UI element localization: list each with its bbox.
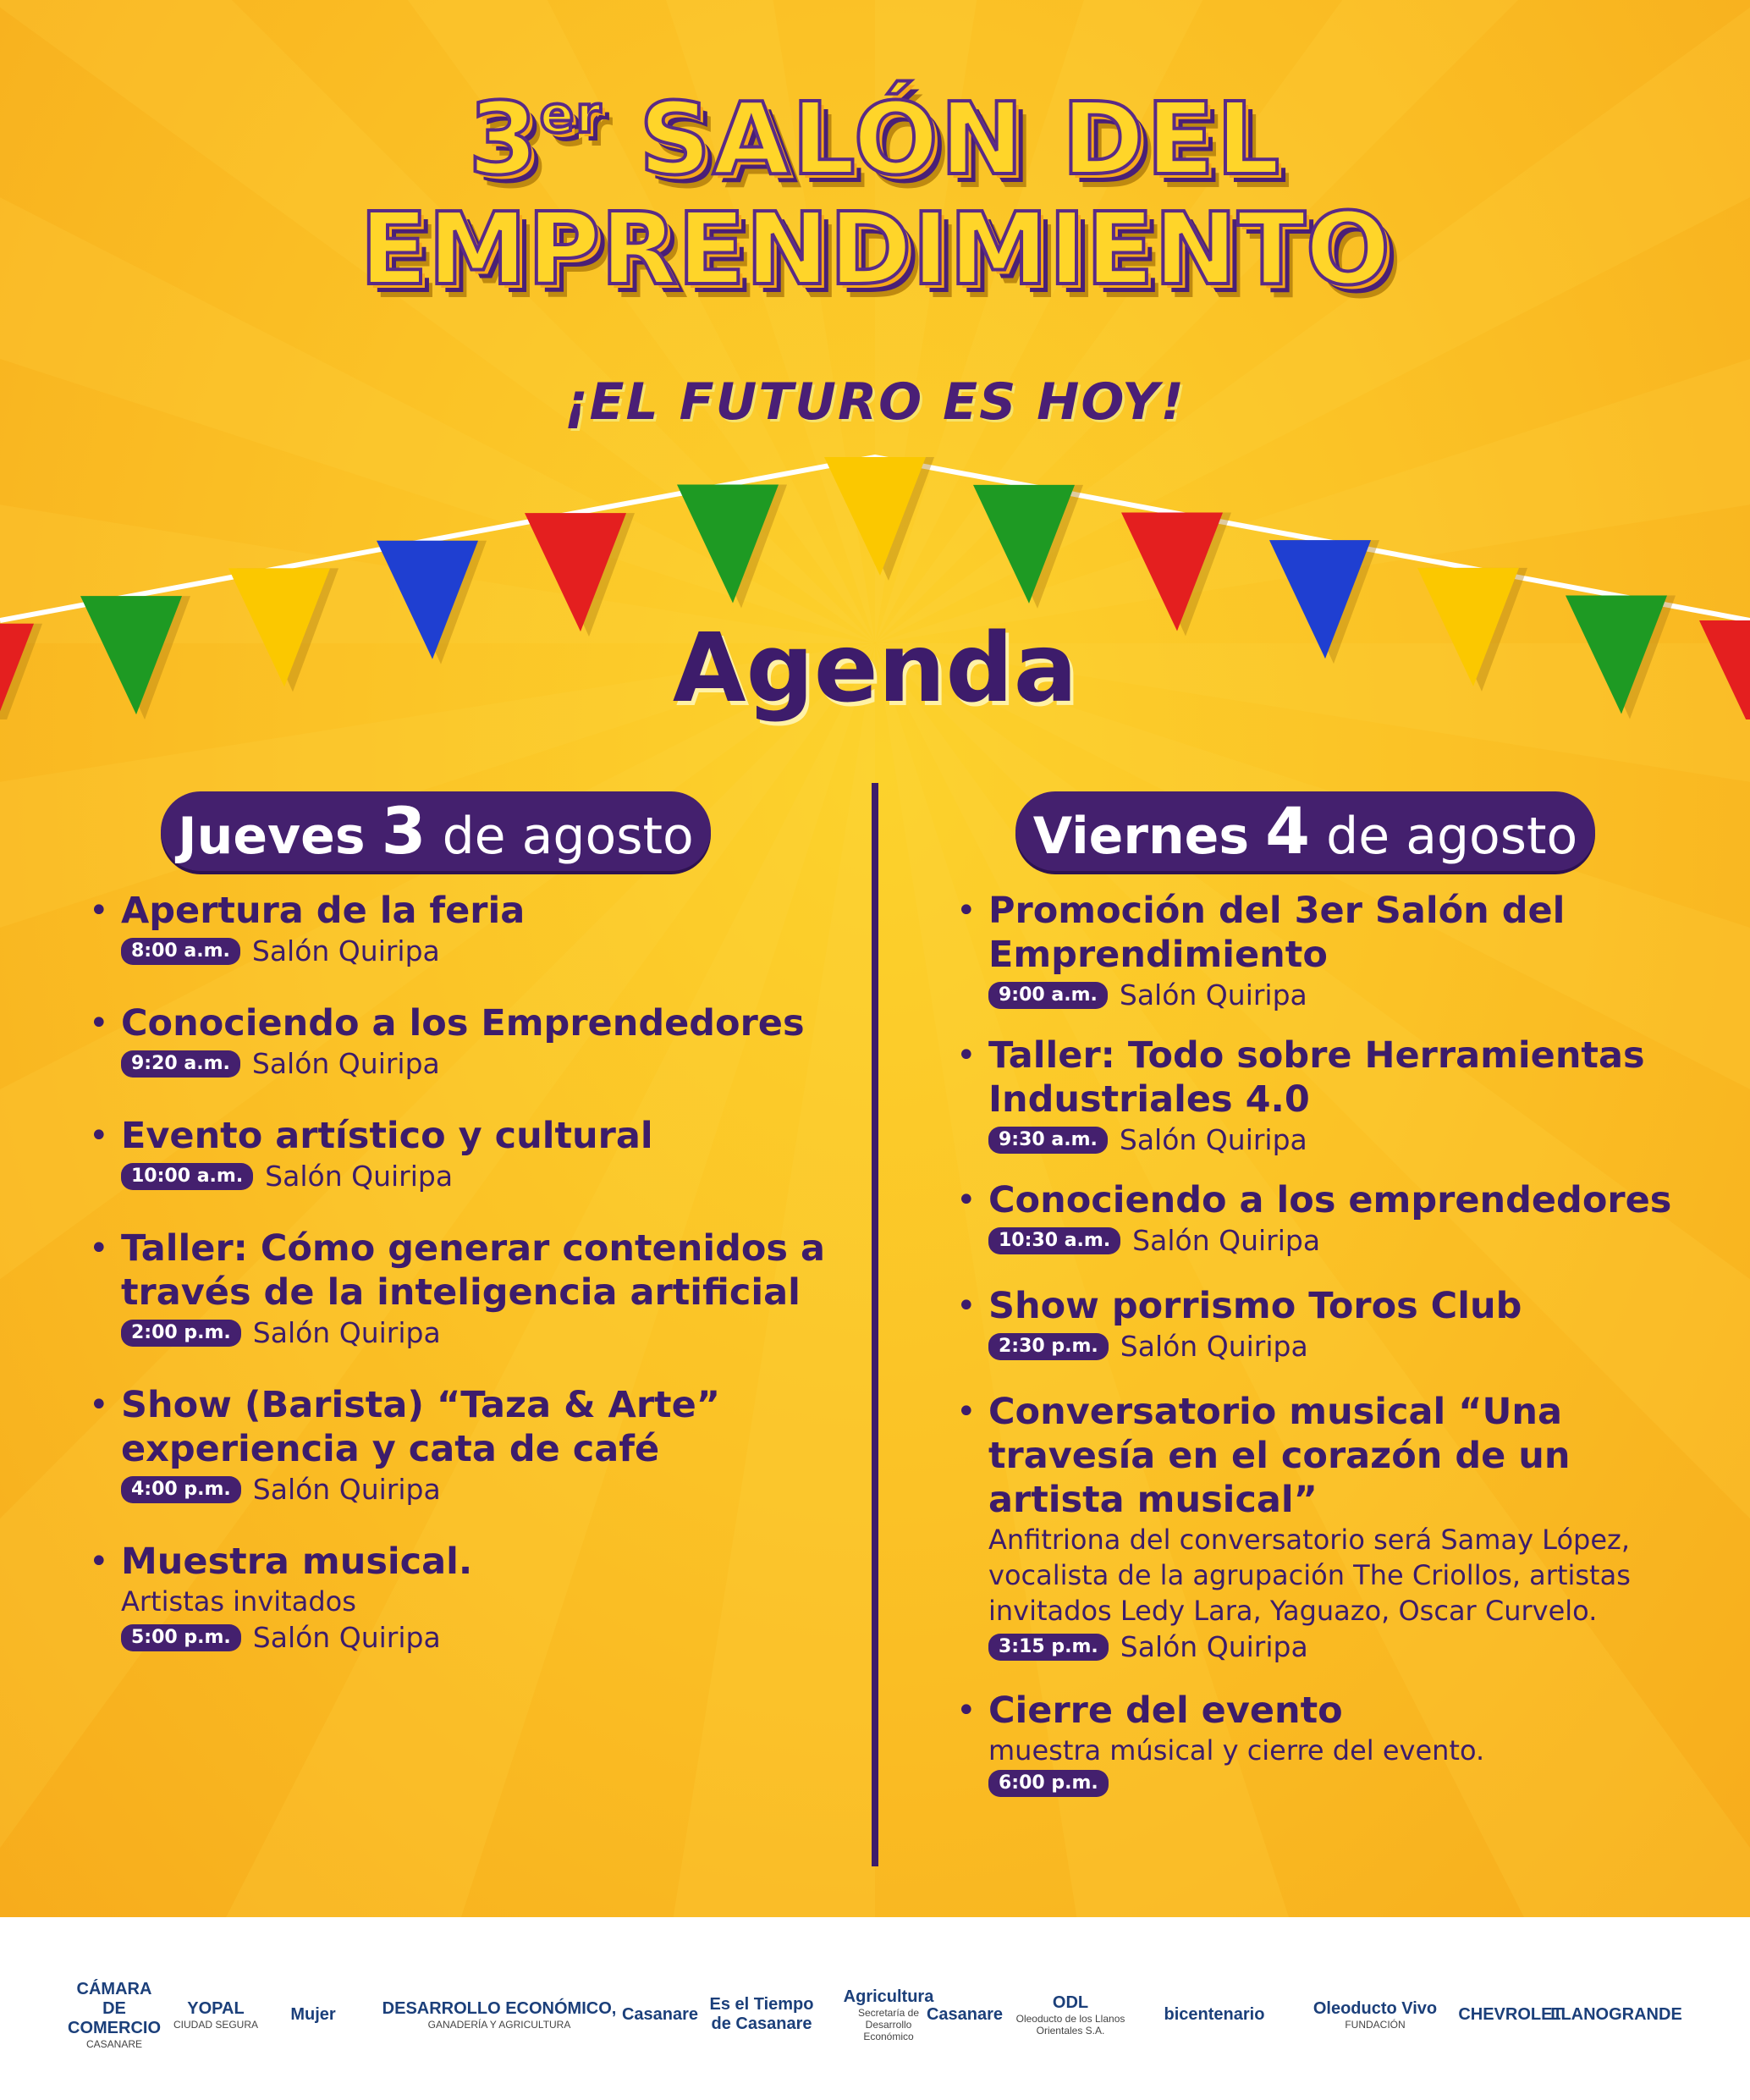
agenda-item-description: Anfitriona del conversatorio será Samay López, vocalista de la agrupación The Criollos, artistas invitados Ledy Lara, Yaguazo, Oscar Curvelo. — [988, 1524, 1631, 1627]
agenda-item — [89, 1540, 850, 1654]
sponsor-name: bicentenario — [1164, 2004, 1265, 2024]
time-badge: 2:00 p.m. — [121, 1320, 241, 1347]
bullet-icon: • — [89, 1229, 109, 1268]
bullet-icon: • — [956, 1287, 977, 1326]
sponsor-name: Agricultura — [843, 1987, 934, 2006]
sponsor-name: Casanare — [926, 2004, 1004, 2024]
bullet-icon: • — [89, 1542, 109, 1581]
day2-agenda-list — [956, 889, 1718, 1797]
location-label: Salón Quiripa — [1119, 978, 1307, 1011]
sponsor-name: DESARROLLO ECONÓMICO, — [382, 1998, 617, 2018]
sponsor-subtitle: Secretaría de Desarrollo Económico — [857, 2006, 920, 2042]
time-badge: 10:30 a.m. — [988, 1227, 1120, 1254]
agenda-item — [89, 1114, 850, 1193]
time-badge: 9:00 a.m. — [988, 982, 1108, 1009]
bullet-icon: • — [956, 1691, 977, 1730]
agenda-item — [956, 1689, 1718, 1797]
agenda-item-title: Evento artístico y cultural — [121, 1115, 653, 1157]
location-label: Salón Quiripa — [251, 1047, 440, 1080]
bullet-icon: • — [89, 891, 109, 930]
agenda-item — [89, 1383, 850, 1506]
location-label: Salón Quiripa — [252, 1316, 441, 1349]
sponsor-subtitle: FUNDACIÓN — [1345, 2018, 1406, 2031]
sponsor-logo — [1011, 1972, 1130, 2057]
day1-pill — [161, 791, 711, 871]
agenda-item-time-location — [121, 1621, 850, 1654]
sponsor-logo — [702, 1972, 821, 2057]
sponsor-logo — [377, 1972, 622, 2057]
day1-weekday: Jueves — [178, 807, 366, 866]
agenda-item-title: Show porrismo Toros Club — [988, 1285, 1522, 1327]
title-line1-text: SALÓN DEL — [639, 80, 1282, 197]
day1-number: 3 — [381, 793, 426, 868]
location-label: Salón Quiripa — [251, 934, 440, 967]
agenda-item-time-location — [988, 1224, 1718, 1257]
sponsor-logo — [68, 1972, 161, 2057]
day2-pill — [1015, 791, 1595, 871]
time-badge: 9:20 a.m. — [121, 1050, 240, 1078]
event-title-line2: EMPRENDIMIENTO — [359, 190, 1391, 307]
title-ordinal: 3 — [468, 80, 540, 197]
sponsor-name: CHEVROLET — [1458, 2004, 1563, 2024]
agenda-item-time-location — [988, 978, 1718, 1011]
agenda-item — [956, 1178, 1718, 1257]
sponsor-logo — [621, 1972, 699, 2057]
bullet-icon: • — [89, 1116, 109, 1155]
day2-weekday: Viernes — [1032, 807, 1250, 866]
sponsor-logo — [1550, 1972, 1682, 2057]
day1-month: de agosto — [442, 807, 694, 866]
sponsor-subtitle: CIUDAD SEGURA — [173, 2018, 258, 2031]
agenda-item-title: Cierre del evento — [988, 1689, 1343, 1732]
sponsor-logo — [279, 1972, 347, 2057]
day1-agenda-list — [89, 889, 850, 1654]
sponsor-subtitle: GANADERÍA Y AGRICULTURA — [427, 2018, 571, 2031]
agenda-item — [956, 1390, 1718, 1663]
sponsor-name: CÁMARA DE COMERCIO — [68, 1979, 161, 2037]
sponsor-logo — [1295, 1972, 1456, 2057]
sponsor-name: Oleoducto Vivo — [1312, 1998, 1438, 2018]
agenda-item-title: Muestra musical. — [121, 1541, 473, 1583]
agenda-item-description: muestra músical y cierre del evento. — [988, 1734, 1485, 1767]
time-badge: 2:30 p.m. — [988, 1333, 1109, 1360]
bullet-icon: • — [89, 1386, 109, 1425]
time-badge: 4:00 p.m. — [121, 1476, 241, 1503]
agenda-item — [89, 1001, 850, 1080]
sponsor-name: YOPAL — [187, 1998, 245, 2018]
sponsor-subtitle: CASANARE — [85, 2037, 143, 2050]
agenda-item-title: Taller: Cómo generar contenidos a través de la inteligencia artificial — [121, 1227, 825, 1314]
agenda-item-time-location — [988, 1630, 1718, 1663]
agenda-item — [89, 1226, 850, 1349]
sponsor-logo — [1147, 1972, 1282, 2057]
agenda-item-title: Conociendo a los Emprendedores — [121, 1002, 805, 1044]
time-badge: 3:15 p.m. — [988, 1634, 1109, 1661]
bullet-icon: • — [956, 1392, 977, 1431]
agenda-item-time-location — [121, 1316, 850, 1349]
bullet-icon: • — [89, 1004, 109, 1043]
location-label: Salón Quiripa — [1120, 1330, 1308, 1363]
slogan: ¡EL FUTURO ES HOY! — [564, 372, 1186, 432]
agenda-item-title: Show (Barista) “Taza & Arte” experiencia y cata de café — [121, 1384, 721, 1470]
sponsor-name: Mujer — [290, 2004, 336, 2024]
time-badge: 8:00 a.m. — [121, 938, 240, 965]
time-badge: 10:00 a.m. — [121, 1163, 253, 1190]
sponsor-name: Casanare — [621, 2004, 699, 2024]
agenda-item-time-location — [121, 934, 850, 967]
agenda-item-time-location — [121, 1473, 850, 1506]
location-label: Salón Quiripa — [252, 1473, 441, 1506]
agenda-item — [956, 1033, 1718, 1156]
column-divider — [872, 783, 878, 1866]
title-ordinal-sup: er — [539, 85, 603, 145]
agenda-item-time-location — [988, 1330, 1718, 1363]
location-label: Salón Quiripa — [1120, 1630, 1308, 1663]
time-badge: 6:00 p.m. — [988, 1770, 1109, 1797]
time-badge: 5:00 p.m. — [121, 1624, 241, 1651]
agenda-heading: Agenda — [672, 614, 1078, 724]
sponsor-name: ODL — [1052, 1993, 1089, 2012]
bullet-icon: • — [956, 891, 977, 930]
day2-number: 4 — [1265, 793, 1311, 868]
bullet-icon: • — [956, 1036, 977, 1075]
sponsor-name: LLANOGRANDE — [1550, 2004, 1682, 2024]
sponsor-name: Es el Tiempo de Casanare — [709, 1995, 814, 2033]
agenda-item-title: Apertura de la feria — [121, 890, 526, 932]
agenda-item-time-location — [988, 1123, 1718, 1156]
location-label: Salón Quiripa — [252, 1621, 441, 1654]
sponsor-logo — [1458, 1972, 1563, 2057]
sponsor-logo — [169, 1972, 262, 2057]
event-title-line1 — [0, 80, 1750, 197]
agenda-item-time-location — [988, 1770, 1718, 1797]
agenda-item — [956, 889, 1718, 1011]
agenda-item-title: Taller: Todo sobre Herramientas Industriales 4.0 — [988, 1034, 1645, 1121]
location-label: Salón Quiripa — [1119, 1123, 1307, 1156]
time-badge: 9:30 a.m. — [988, 1127, 1108, 1154]
agenda-item-title: Conversatorio musical “Una travesía en el corazón de un artista musical” — [988, 1391, 1571, 1521]
location-label: Salón Quiripa — [265, 1160, 454, 1193]
agenda-item-time-location — [121, 1047, 850, 1080]
sponsor-subtitle: Oleoducto de los Llanos Orientales S.A. — [1015, 2012, 1125, 2037]
agenda-item-description: Artistas invitados — [121, 1585, 356, 1618]
location-label: Salón Quiripa — [1132, 1224, 1321, 1257]
agenda-item-title: Promoción del 3er Salón del Emprendimiento — [988, 890, 1566, 976]
sponsor-logo — [843, 1972, 934, 2057]
agenda-item — [89, 889, 850, 967]
agenda-item-title: Conociendo a los emprendedores — [988, 1179, 1672, 1221]
agenda-item-time-location — [121, 1160, 850, 1193]
bullet-icon: • — [956, 1181, 977, 1220]
day2-month: de agosto — [1326, 807, 1578, 866]
sponsor-logo — [926, 1972, 1004, 2057]
agenda-item — [956, 1284, 1718, 1363]
